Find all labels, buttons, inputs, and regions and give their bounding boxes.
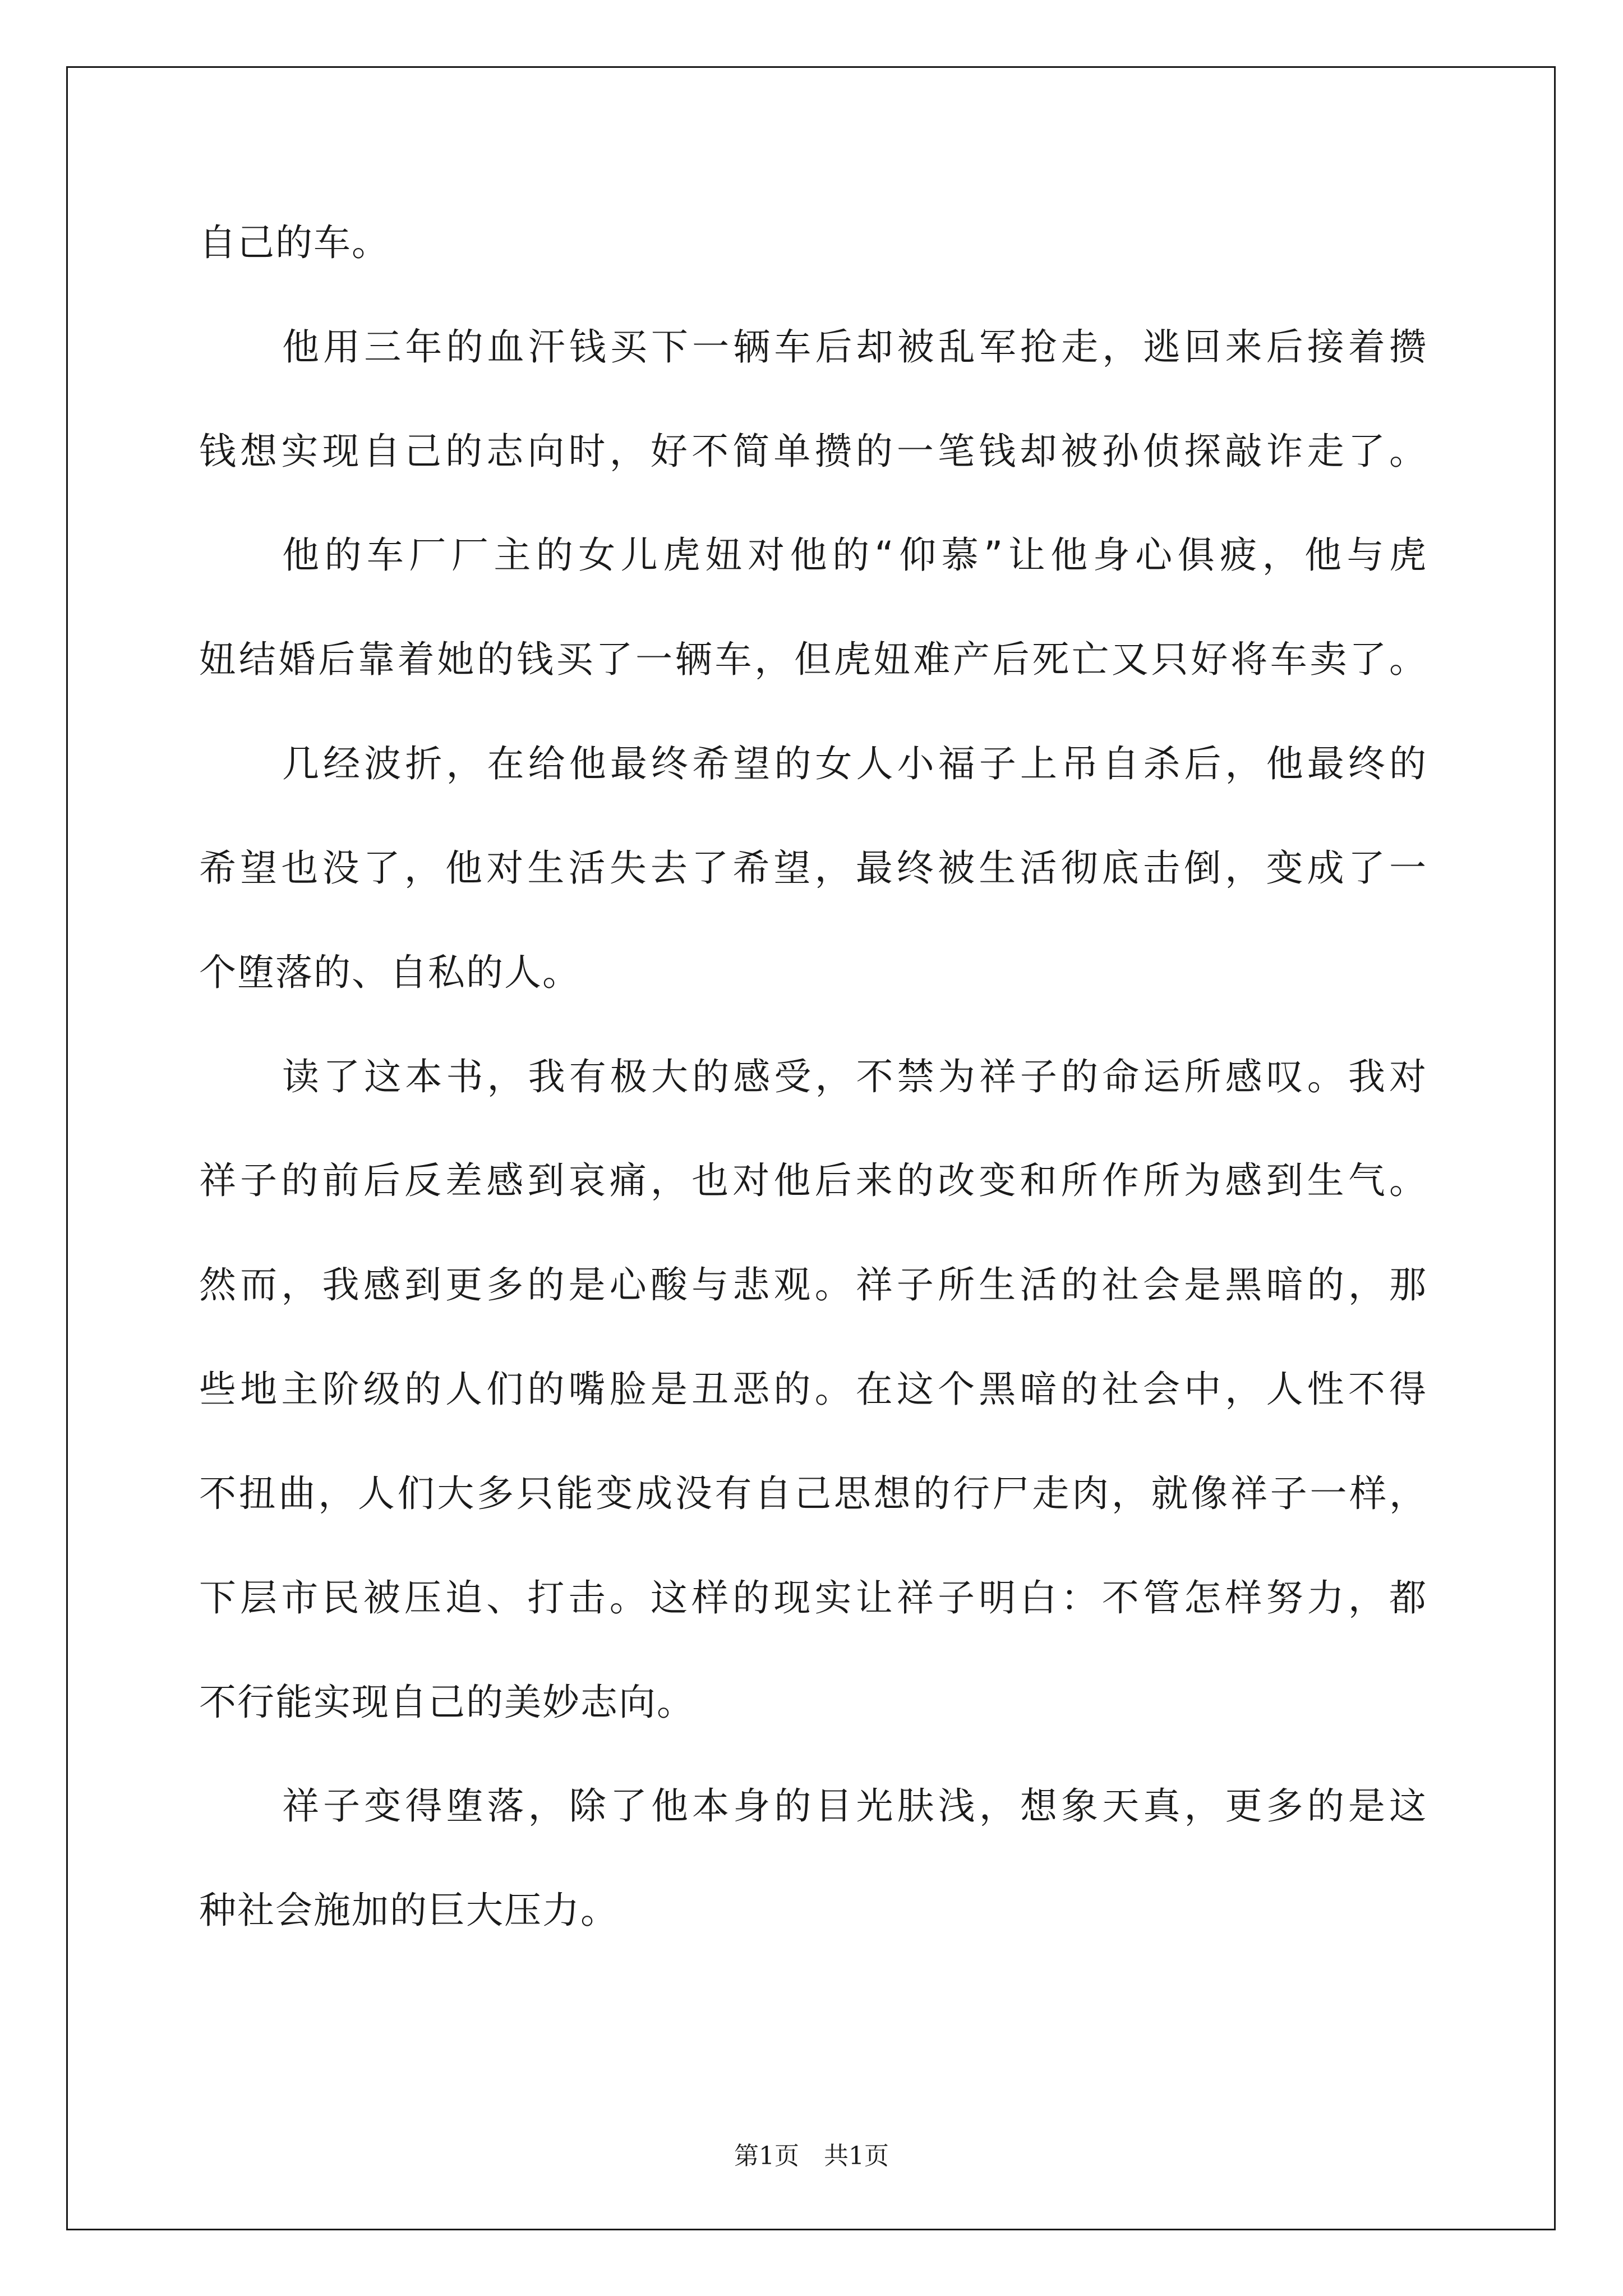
text-line: 不扭曲，人们大多只能变成没有自己思想的行尸走肉，就像祥子一样， bbox=[199, 1472, 1427, 1515]
text-line: 他用三年的血汗钱买下一辆车后却被乱军抢走，逃回来后接着攒 bbox=[282, 325, 1427, 369]
text-line: 自己的车。 bbox=[199, 221, 390, 264]
text-line: 读了这本书，我有极大的感受，不禁为祥子的命运所感叹。我对 bbox=[282, 1055, 1427, 1098]
text-line: 希望也没了，他对生活失去了希望，最终被生活彻底击倒，变成了一 bbox=[199, 846, 1427, 890]
text-line: 祥子的前后反差感到哀痛，也对他后来的改变和所作所为感到生气。 bbox=[199, 1159, 1427, 1202]
text-line: 祥子变得堕落，除了他本身的目光肤浅，想象天真，更多的是这 bbox=[282, 1784, 1427, 1828]
text-line: 几经波折，在给他最终希望的女人小福子上吊自杀后，他最终的 bbox=[282, 742, 1427, 785]
text-line: 些地主阶级的人们的嘴脸是丑恶的。在这个黑暗的社会中，人性不得 bbox=[199, 1368, 1427, 1411]
page-number: 第1页 共1页 bbox=[734, 2142, 889, 2170]
text-line: 然而，我感到更多的是心酸与悲观。祥子所生活的社会是黑暗的，那 bbox=[199, 1263, 1427, 1306]
text-line: 不行能实现自己的美妙志向。 bbox=[199, 1681, 695, 1724]
text-line: 他的车厂厂主的女儿虎妞对他的“仰慕”让他身心俱疲，他与虎 bbox=[282, 533, 1427, 577]
text-line: 个堕落的、自私的人。 bbox=[199, 951, 580, 994]
text-line: 下层市民被压迫、打击。这样的现实让祥子明白：不管怎样努力，都 bbox=[199, 1576, 1427, 1619]
text-line: 妞结婚后靠着她的钱买了一辆车，但虎妞难产后死亡又只好将车卖了。 bbox=[199, 638, 1427, 681]
text-line: 种社会施加的巨大压力。 bbox=[199, 1889, 619, 1932]
text-line: 钱想实现自己的志向时，好不简单攒的一笔钱却被孙侦探敲诈走了。 bbox=[199, 430, 1427, 473]
